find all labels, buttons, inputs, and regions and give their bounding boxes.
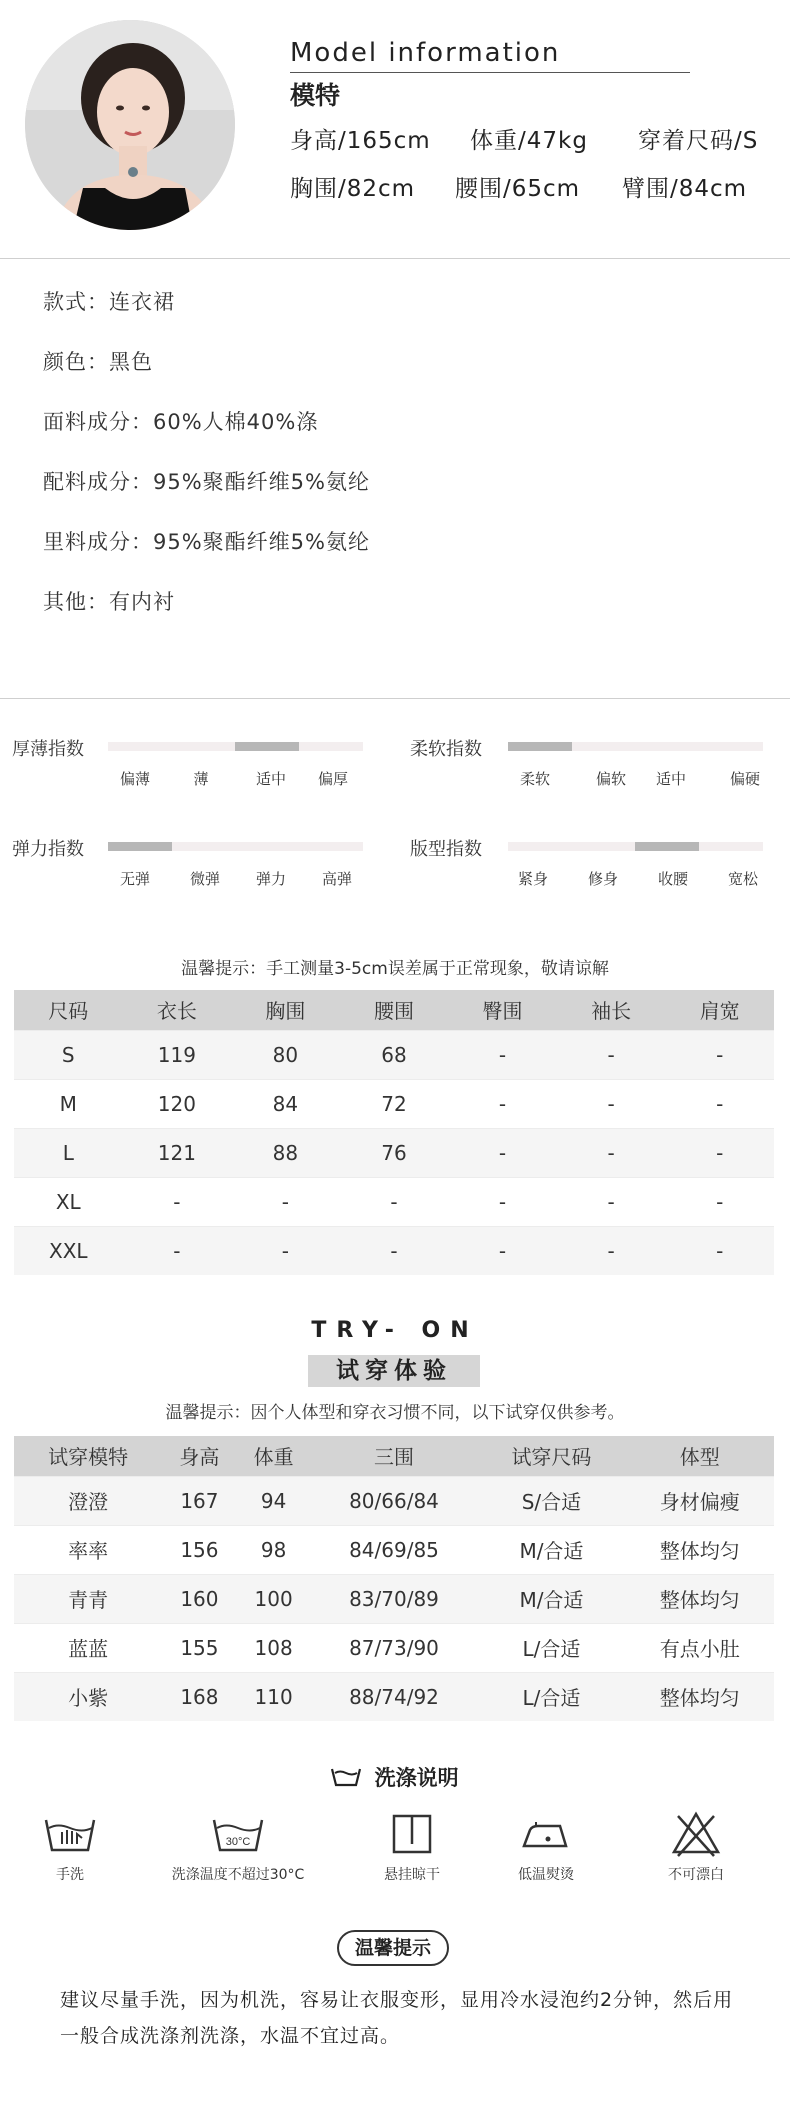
fit-index-track xyxy=(508,842,763,851)
size-cell: - xyxy=(557,1177,666,1226)
size-tip: 温馨提示：手工测量3-5cm误差属于正常现象，敬请谅解 xyxy=(181,959,609,979)
tryon-cell: 167 xyxy=(162,1476,236,1525)
tryon-col-header: 身高 xyxy=(162,1436,236,1476)
size-cell: M xyxy=(14,1079,123,1128)
tryon-cell: 率率 xyxy=(14,1525,162,1574)
size-cell: L xyxy=(14,1128,123,1177)
tryon-col-header: 三围 xyxy=(311,1436,478,1476)
tryon-cell: 小紫 xyxy=(14,1672,162,1721)
size-cell: - xyxy=(665,1030,774,1079)
basin-icon xyxy=(331,1766,361,1788)
spec-style: 款式：连衣裙 xyxy=(43,290,175,314)
spec-fabric: 面料成分：60%人棉40%涤 xyxy=(43,410,319,434)
fit-index-marker xyxy=(635,842,699,851)
softness-index-track xyxy=(508,742,763,751)
softness-tick: 偏硬 xyxy=(729,770,760,788)
size-cell: - xyxy=(665,1079,774,1128)
tryon-cell: 155 xyxy=(162,1623,236,1672)
elasticity-tick: 高弹 xyxy=(321,870,352,888)
tryon-cell: 澄澄 xyxy=(14,1476,162,1525)
tryon-title-cn: 试穿体验 xyxy=(308,1355,480,1387)
size-cell: 72 xyxy=(340,1079,449,1128)
spec-other: 其他：有内衬 xyxy=(43,590,175,614)
size-cell: - xyxy=(557,1128,666,1177)
no-bleach-label: 不可漂白 xyxy=(668,1867,724,1883)
wash-title-text: 洗涤说明 xyxy=(374,1766,459,1790)
notice-text: 建议尽量手洗，因为机洗，容易让衣服变形，显用冷水浸泡约2分钟，然后用一般合成洗涤剂洗涤，水温不宜过高。 xyxy=(60,1989,734,2047)
model-hip: 臂围/84cm xyxy=(622,176,748,202)
size-cell: - xyxy=(557,1030,666,1079)
thickness-tick: 适中 xyxy=(255,770,286,788)
size-col-header: 臀围 xyxy=(448,990,557,1030)
fit-tick: 紧身 xyxy=(517,870,548,888)
size-cell: 119 xyxy=(123,1030,232,1079)
tryon-cell: L/合适 xyxy=(477,1623,625,1672)
size-cell: 80 xyxy=(231,1030,340,1079)
softness-tick: 偏软 xyxy=(595,770,626,788)
size-row xyxy=(14,1226,774,1275)
elasticity-index-label: 弹力指数 xyxy=(12,839,84,860)
fit-tick: 收腰 xyxy=(657,870,688,888)
thickness-tick: 薄 xyxy=(193,770,209,788)
fit-tick: 宽松 xyxy=(727,870,758,888)
size-cell: - xyxy=(123,1226,232,1275)
size-cell: S xyxy=(14,1030,123,1079)
size-cell: - xyxy=(665,1177,774,1226)
tryon-row xyxy=(14,1476,774,1525)
low-iron-label: 低温熨烫 xyxy=(518,1867,574,1883)
elasticity-index-track xyxy=(108,842,363,851)
section-divider xyxy=(0,698,790,699)
size-cell: - xyxy=(123,1177,232,1226)
tryon-col-header: 体重 xyxy=(237,1436,311,1476)
size-cell: - xyxy=(448,1226,557,1275)
model-bust: 胸围/82cm xyxy=(290,176,416,202)
model-weight: 体重/47kg xyxy=(470,128,588,154)
fit-tick: 修身 xyxy=(587,870,618,888)
tryon-cell: L/合适 xyxy=(477,1672,625,1721)
thickness-tick: 偏薄 xyxy=(119,770,150,788)
size-table xyxy=(14,990,774,1275)
size-cell: 84 xyxy=(231,1079,340,1128)
tryon-table-header xyxy=(14,1436,774,1476)
tryon-col-header: 试穿模特 xyxy=(14,1436,162,1476)
hang-dry-label: 悬挂晾干 xyxy=(384,1867,440,1883)
tryon-row xyxy=(14,1623,774,1672)
tryon-cell: 110 xyxy=(237,1672,311,1721)
no-bleach-icon xyxy=(666,1810,726,1862)
tryon-cell: 身材偏瘦 xyxy=(626,1476,774,1525)
thickness-index-label: 厚薄指数 xyxy=(12,739,84,760)
tryon-title-en: TRY- ON xyxy=(311,1318,479,1343)
tryon-cell: 98 xyxy=(237,1525,311,1574)
tryon-col-header: 试穿尺码 xyxy=(477,1436,625,1476)
model-size: 穿着尺码/S xyxy=(638,128,759,154)
tryon-cell: M/合适 xyxy=(477,1574,625,1623)
tryon-cell: 88/74/92 xyxy=(311,1672,478,1721)
wash-30c-icon xyxy=(208,1810,268,1862)
model-height: 身高/165cm xyxy=(290,128,431,154)
size-col-header: 肩宽 xyxy=(665,990,774,1030)
size-cell: - xyxy=(448,1128,557,1177)
tryon-cell: 94 xyxy=(237,1476,311,1525)
tryon-cell: 156 xyxy=(162,1525,236,1574)
tryon-cell: 84/69/85 xyxy=(311,1525,478,1574)
hand-wash-icon xyxy=(40,1810,100,1862)
model-title-underline xyxy=(290,72,690,73)
tryon-cell: 80/66/84 xyxy=(311,1476,478,1525)
size-row xyxy=(14,1079,774,1128)
model-title-en: Model information xyxy=(290,38,561,68)
spec-accessory-material: 配料成分：95%聚酯纤维5%氨纶 xyxy=(43,470,370,494)
tryon-tip: 温馨提示：因个人体型和穿衣习惯不同，以下试穿仅供参考。 xyxy=(165,1403,625,1423)
size-cell: 121 xyxy=(123,1128,232,1177)
tryon-cell: 87/73/90 xyxy=(311,1623,478,1672)
size-cell: - xyxy=(448,1030,557,1079)
wash-title xyxy=(0,1762,790,1792)
tryon-cell: S/合适 xyxy=(477,1476,625,1525)
tryon-col-header: 体型 xyxy=(626,1436,774,1476)
tryon-row xyxy=(14,1672,774,1721)
size-cell: 120 xyxy=(123,1079,232,1128)
low-iron-icon xyxy=(516,1810,576,1862)
notice-title: 温馨提示 xyxy=(337,1930,449,1966)
model-waist: 腰围/65cm xyxy=(455,176,581,202)
size-col-header: 胸围 xyxy=(231,990,340,1030)
size-row xyxy=(14,1128,774,1177)
size-cell: - xyxy=(231,1226,340,1275)
size-cell: 88 xyxy=(231,1128,340,1177)
size-cell: - xyxy=(448,1177,557,1226)
hand-wash-label: 手洗 xyxy=(56,1867,84,1883)
size-cell: 68 xyxy=(340,1030,449,1079)
size-cell: - xyxy=(448,1079,557,1128)
size-cell: XXL xyxy=(14,1226,123,1275)
tryon-cell: 整体均匀 xyxy=(626,1525,774,1574)
tryon-cell: 蓝蓝 xyxy=(14,1623,162,1672)
spec-color: 颜色：黑色 xyxy=(43,350,153,374)
size-cell: - xyxy=(665,1226,774,1275)
model-avatar xyxy=(25,20,235,230)
elasticity-tick: 无弹 xyxy=(119,870,150,888)
tryon-cell: 100 xyxy=(237,1574,311,1623)
wash-30c-text: 30°C xyxy=(225,1836,251,1848)
softness-index-marker xyxy=(508,742,572,751)
fit-index-label: 版型指数 xyxy=(410,839,482,860)
softness-tick: 柔软 xyxy=(519,770,550,788)
size-col-header: 腰围 xyxy=(340,990,449,1030)
tryon-cell: 168 xyxy=(162,1672,236,1721)
elasticity-index-marker xyxy=(108,842,172,851)
thickness-tick: 偏厚 xyxy=(317,770,348,788)
size-col-header: 袖长 xyxy=(557,990,666,1030)
size-cell: - xyxy=(340,1177,449,1226)
tryon-cell: 83/70/89 xyxy=(311,1574,478,1623)
size-col-header: 衣长 xyxy=(123,990,232,1030)
tryon-cell: 青青 xyxy=(14,1574,162,1623)
elasticity-tick: 弹力 xyxy=(255,870,286,888)
size-cell: - xyxy=(557,1226,666,1275)
elasticity-tick: 微弹 xyxy=(189,870,220,888)
tryon-cell: 108 xyxy=(237,1623,311,1672)
softness-tick: 适中 xyxy=(655,770,686,788)
thickness-index-track xyxy=(108,742,363,751)
size-table-header xyxy=(14,990,774,1030)
size-col-header: 尺码 xyxy=(14,990,123,1030)
section-divider xyxy=(0,258,790,259)
size-cell: - xyxy=(665,1128,774,1177)
size-cell: - xyxy=(557,1079,666,1128)
wash-30c-label: 洗涤温度不超过30°C xyxy=(171,1867,305,1883)
tryon-cell: 160 xyxy=(162,1574,236,1623)
tryon-row xyxy=(14,1525,774,1574)
size-cell: XL xyxy=(14,1177,123,1226)
tryon-cell: M/合适 xyxy=(477,1525,625,1574)
model-title-cn: 模特 xyxy=(290,81,341,110)
hang-dry-icon xyxy=(382,1810,442,1862)
tryon-row xyxy=(14,1574,774,1623)
size-row xyxy=(14,1177,774,1226)
size-cell: 76 xyxy=(340,1128,449,1177)
tryon-cell: 整体均匀 xyxy=(626,1574,774,1623)
size-cell: - xyxy=(340,1226,449,1275)
thickness-index-marker xyxy=(235,742,299,751)
spec-lining: 里料成分：95%聚酯纤维5%氨纶 xyxy=(43,530,370,554)
size-cell: - xyxy=(231,1177,340,1226)
tryon-table xyxy=(14,1436,774,1721)
tryon-cell: 有点小肚 xyxy=(626,1623,774,1672)
tryon-cell: 整体均匀 xyxy=(626,1672,774,1721)
size-row xyxy=(14,1030,774,1079)
softness-index-label: 柔软指数 xyxy=(410,739,482,760)
